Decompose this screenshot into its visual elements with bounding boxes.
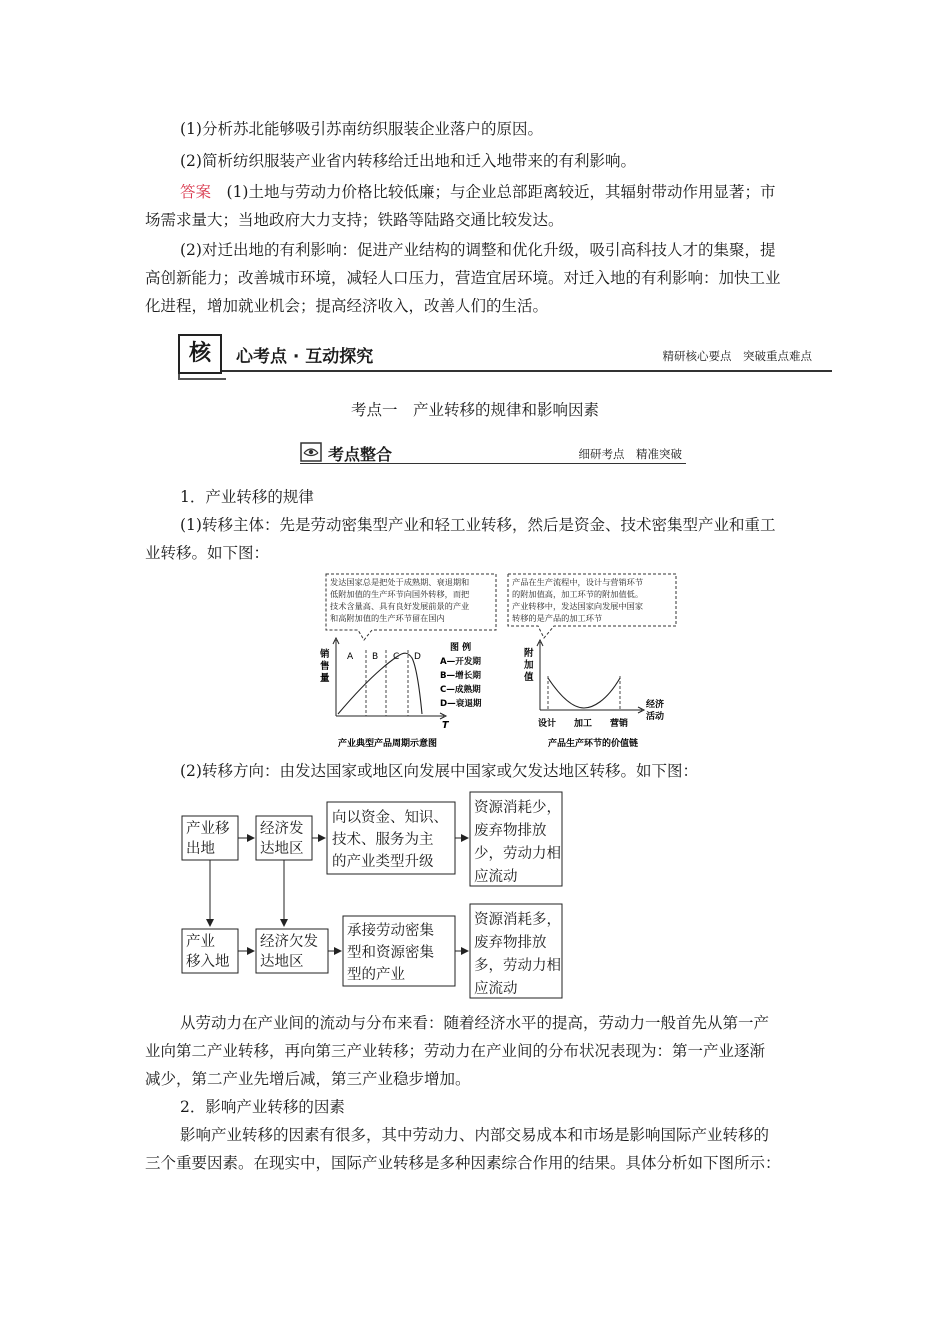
left-ylabel: 售 <box>320 661 330 672</box>
phase-label: A <box>347 652 354 662</box>
box-effect-bottom-text: 废弃物排放 <box>474 935 547 951</box>
box-upgrade-text: 向以资金、知识、 <box>332 810 448 826</box>
sales-curve <box>338 653 422 714</box>
body-p1-line-1: (1)转移主体：先是劳动密集型产业和轻工业转移，然后是资金、技术密集型产业和重工 <box>180 516 776 534</box>
section-header <box>178 330 832 380</box>
left-xlabel: T <box>442 720 449 731</box>
phase-label: D <box>414 652 421 662</box>
callout-left-line: 低附加值的生产环节向国外转移，而把 <box>330 589 470 599</box>
kaodian-title: 考点一 产业转移的规律和影响因素 <box>350 401 599 419</box>
right-tick: 设计 <box>538 719 557 729</box>
box-accept-text: 型和资源密集 <box>347 945 434 961</box>
box-developed-text: 达地区 <box>260 841 304 857</box>
section-box-char: 核 <box>178 334 222 374</box>
box-developed-text: 经济发 <box>260 821 304 837</box>
box-underdeveloped-text: 经济欠发 <box>260 934 318 950</box>
section-header-shadow <box>178 374 226 380</box>
section-title: 心考点 · 互动探究 <box>236 347 374 367</box>
callout-left-line: 发达国家总是把处于成熟期、衰退期和 <box>330 577 470 587</box>
value-chain-chart <box>523 640 664 749</box>
heading-1: 1．产业转移的规律 <box>180 488 314 506</box>
answer-line-2: 场需求量大；当地政府大力支持；铁路等陆路交通比较发达。 <box>145 211 564 229</box>
answer-label: 答案 <box>180 183 212 201</box>
box-out-region-text: 出地 <box>186 841 215 857</box>
right-xlabel: 经济 <box>646 700 665 710</box>
box-underdeveloped-text: 达地区 <box>260 954 304 970</box>
box-effect-top-text: 少，劳动力相 <box>474 846 561 862</box>
callout-left-line: 技术含量高、具有良好发展前景的产业 <box>330 601 470 611</box>
callout-right <box>508 574 676 638</box>
box-in-region-text: 产业 <box>186 934 215 950</box>
body-p4-line-1: 影响产业转移的因素有很多，其中劳动力、内部交易成本和市场是影响国际产业转移的 <box>180 1126 770 1144</box>
box-out-region-text: 产业移 <box>186 821 230 837</box>
answer-2-line-1: (2)对迁出地的有利影响：促进产业结构的调整和优化升级，吸引高科技人才的集聚，提 <box>180 241 776 259</box>
body-p3-line-3: 减少，第二产业先增后减，第三产业稳步增加。 <box>145 1070 471 1088</box>
body-p4-line-2: 三个重要因素。在现实中，国际产业转移是多种因素综合作用的结果。具体分析如下图所示： <box>145 1154 781 1172</box>
callout-right-line: 产品在生产流程中，设计与营销环节 <box>512 577 644 587</box>
box-accept-text: 型的产业 <box>347 967 405 983</box>
figure-product-cycle <box>320 568 680 758</box>
answer-2-line-2: 高创新能力；改善城市环境，减轻人口压力，营造宜居环境。对迁入地的有利影响：加快工业 <box>145 269 781 287</box>
answer-text: (1)土地与劳动力价格比较低廉；与企业总部距离较近，其辐射带动作用显著；市 <box>211 183 776 201</box>
callout-right-line: 的附加值高，加工环节的附加值低。 <box>512 589 644 599</box>
eye-icon <box>300 442 322 462</box>
callout-right-line: 转移的是产品的加工环节 <box>512 613 603 623</box>
section-subtitle: 精研核心要点 突破重点难点 <box>662 349 812 363</box>
phase-label: B <box>372 652 379 662</box>
body-p1-line-2: 业转移。如下图： <box>145 544 270 562</box>
body-p3-line-1: 从劳动力在产业间的流动与分布来看：随着经济水平的提高，劳动力一般首先从第一产 <box>180 1014 770 1032</box>
value-curve <box>548 678 620 708</box>
product-cycle-chart <box>320 638 482 749</box>
answer-2-line-3: 化进程，增加就业机会；提高经济收入，改善人们的生活。 <box>145 297 549 315</box>
body-p2: (2)转移方向：由发达国家或地区向发展中国家或欠发达地区转移。如下图： <box>180 762 698 780</box>
section-rule <box>222 370 832 372</box>
sub-section-rule <box>300 463 686 464</box>
box-upgrade-text: 的产业类型升级 <box>332 854 434 870</box>
sub-section-title: 考点整合 <box>328 445 393 464</box>
left-caption: 产业典型产品周期示意图 <box>338 739 438 749</box>
sub-section-header <box>300 440 686 468</box>
phase-label: C <box>393 652 400 662</box>
legend-item: D—衰退期 <box>440 699 482 709</box>
right-ylabel: 附 <box>524 648 534 659</box>
question-1: (1)分析苏北能够吸引苏南纺织服装企业落户的原因。 <box>180 120 543 138</box>
right-caption: 产品生产环节的价值链 <box>548 739 639 749</box>
body-p3-line-2: 业向第二产业转移，再向第三产业转移；劳动力在产业间的分布状况表现为：第一产业逐渐 <box>145 1042 766 1060</box>
box-effect-bottom-text: 多，劳动力相 <box>474 958 561 974</box>
box-upgrade-text: 技术、服务为主 <box>332 832 434 848</box>
legend-title: 图 例 <box>450 643 472 653</box>
box-in-region-text: 移入地 <box>186 954 230 970</box>
box-effect-top-text: 废弃物排放 <box>474 823 547 839</box>
box-effect-top-text: 资源消耗少， <box>474 800 561 816</box>
right-ylabel: 值 <box>524 672 534 683</box>
question-2: (2)简析纺织服装产业省内转移给迁出地和迁入地带来的有利影响。 <box>180 152 636 170</box>
right-xlabel: 活动 <box>646 712 665 722</box>
right-tick: 营销 <box>610 719 629 729</box>
callout-right-line: 产业转移中，发达国家向发展中国家 <box>512 601 644 611</box>
right-ylabel: 加 <box>524 660 534 671</box>
box-effect-bottom-text: 资源消耗多， <box>474 912 561 928</box>
box-effect-top-text: 应流动 <box>474 869 518 885</box>
figure-transfer-flow <box>180 790 580 1000</box>
callout-left-line: 和高附加值的生产环节留在国内 <box>330 613 445 623</box>
legend-item: A—开发期 <box>440 657 482 667</box>
legend-item: B—增长期 <box>440 671 481 681</box>
answer-line-1 <box>180 181 775 203</box>
right-tick: 加工 <box>574 719 593 729</box>
box-accept-text: 承接劳动密集 <box>347 923 434 939</box>
sub-section-subtitle: 细研考点 精准突破 <box>578 447 682 461</box>
left-ylabel: 销 <box>320 649 330 660</box>
box-effect-bottom-text: 应流动 <box>474 981 518 997</box>
left-ylabel: 量 <box>320 673 330 684</box>
callout-left <box>326 574 496 640</box>
legend-item: C—成熟期 <box>440 685 481 695</box>
heading-2: 2．影响产业转移的因素 <box>180 1098 345 1116</box>
